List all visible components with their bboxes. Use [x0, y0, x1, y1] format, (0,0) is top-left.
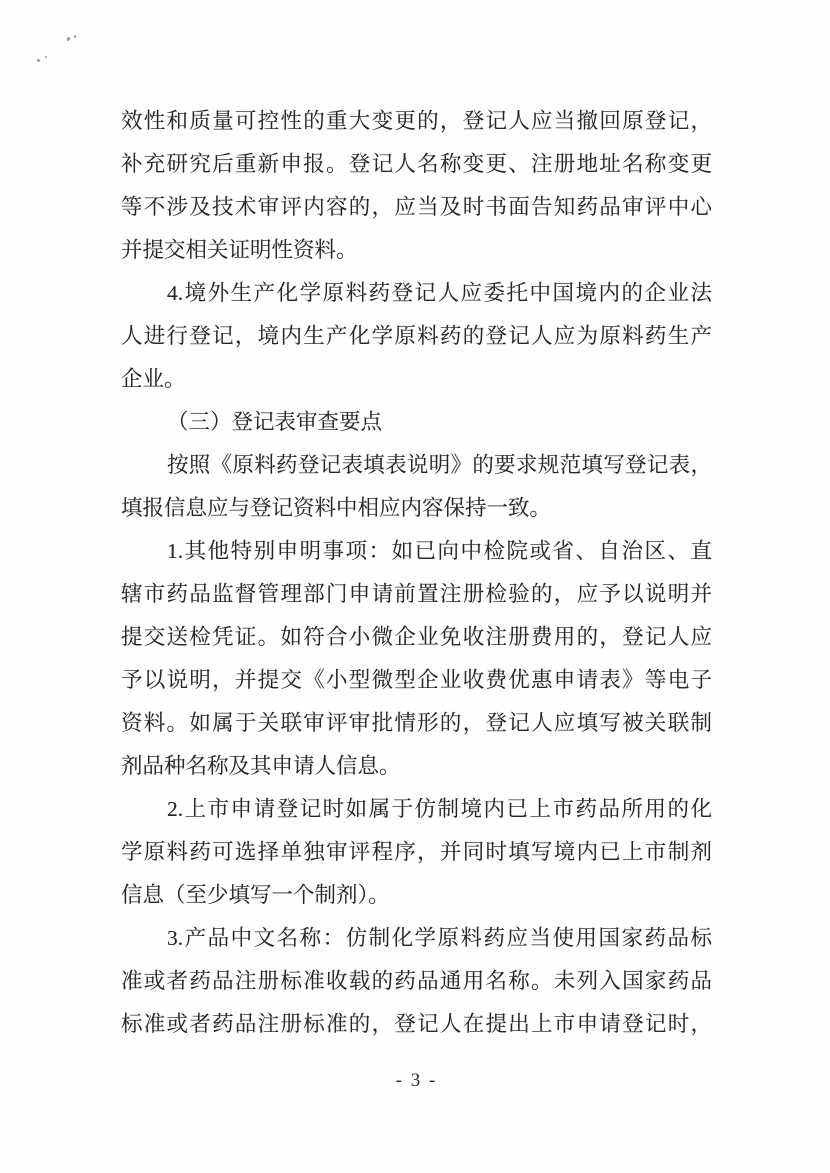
text-line: 准或者药品注册标准收载的药品通用名称。未列入国家药品 — [121, 969, 712, 993]
text-line: 填报信息应与登记资料中相应内容保持一致。 — [121, 496, 552, 520]
page-number: - 3 - — [395, 1070, 438, 1091]
text-line: 效性和质量可控性的重大变更的，登记人应当撤回原登记， — [121, 109, 712, 133]
scan-speckle — [45, 56, 47, 58]
text-line: 信息（至少填写一个制剂）。 — [121, 883, 390, 907]
list-item-4: 4.境外生产化学原料药登记人应委托中国境内的企业法 — [167, 281, 712, 305]
text-line: 人进行登记，境内生产化学原料药的登记人应为原料药生产 — [121, 324, 712, 348]
text-line: 辖市药品监督管理部门申请前置注册检验的，应予以说明并 — [121, 582, 712, 606]
text-line: 补充研究后重新申报。登记人名称变更、注册地址名称变更 — [121, 152, 712, 176]
text-line: 标准或者药品注册标准的，登记人在提出上市申请登记时， — [121, 1012, 712, 1036]
text-line: 等不涉及技术审评内容的，应当及时书面告知药品审评中心 — [121, 195, 712, 219]
text-line: 资料。如属于关联审评审批情形的，登记人应填写被关联制 — [121, 711, 712, 735]
scan-speckle — [37, 59, 41, 63]
section-heading: （三）登记表审查要点 — [167, 410, 383, 434]
list-item-2: 2.上市申请登记时如属于仿制境内已上市药品所用的化 — [167, 797, 712, 821]
scan-speckle — [66, 37, 70, 42]
scan-speckle — [74, 35, 76, 38]
document-body — [121, 100, 712, 1046]
text-line: 企业。 — [121, 367, 186, 391]
list-item-1: 1.其他特别申明事项：如已向中检院或省、自治区、直 — [167, 539, 712, 563]
text-line: 提交送检凭证。如符合小微企业免收注册费用的，登记人应 — [121, 625, 712, 649]
text-line: 按照《原料药登记表填表说明》的要求规范填写登记表， — [167, 453, 712, 477]
text-line: 予以说明，并提交《小型微型企业收费优惠申请表》等电子 — [121, 668, 712, 692]
text-line: 并提交相关证明性资料。 — [121, 238, 358, 262]
text-line: 剂品种名称及其申请人信息。 — [121, 754, 401, 778]
list-item-3: 3.产品中文名称：仿制化学原料药应当使用国家药品标 — [167, 926, 712, 950]
text-line: 学原料药可选择单独审评程序，并同时填写境内已上市制剂 — [121, 840, 712, 864]
